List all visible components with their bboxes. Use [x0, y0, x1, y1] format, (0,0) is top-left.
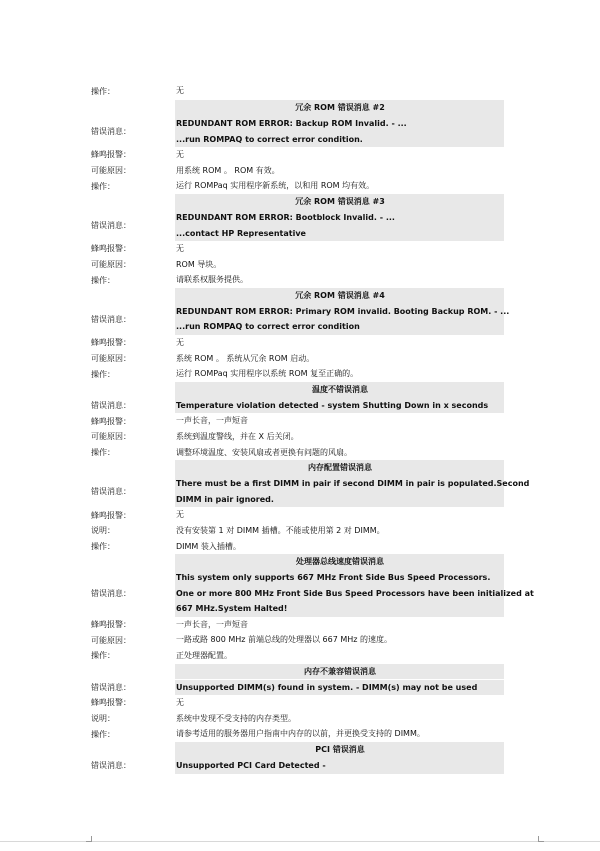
row-label: 操作： [91, 86, 115, 96]
row-value [175, 617, 504, 633]
table-row [90, 758, 504, 774]
value-line: 系统到温度警线，并在 X 后关闭。 [176, 431, 299, 441]
value-line: 调整环境温度、安装风扇或者更换有问题的风扇。 [176, 447, 352, 457]
value-line: 无 [176, 698, 184, 708]
table-row [90, 476, 530, 507]
error-message-value [175, 570, 534, 617]
error-message-table [90, 82, 534, 774]
error-message-value [175, 680, 504, 696]
table-row [90, 632, 504, 648]
row-label: 错误消息： [91, 682, 131, 692]
row-value [175, 632, 504, 648]
row-value [175, 726, 504, 742]
value-line: ...run ROMPAQ to correct error condition [176, 322, 360, 332]
section-title: PCI 错误消息 [175, 742, 504, 758]
row-label: 错误消息： [91, 401, 131, 411]
table-row [90, 680, 504, 696]
section-header-row [90, 194, 504, 210]
section-header-row [90, 460, 504, 476]
section-title: 处理器总线速度错误消息 [175, 554, 504, 570]
row-label: 蜂鸣报警： [91, 338, 131, 348]
table-row [90, 241, 504, 257]
row-label: 蜂鸣报警： [91, 510, 131, 520]
table-row [90, 429, 504, 445]
row-label: 操作： [91, 447, 115, 457]
value-line: This system only supports 667 MHz Front Side Bus Speed Processors. [176, 573, 491, 583]
row-label: 可能原因： [91, 166, 131, 176]
value-line: 系统 ROM 。 系统从冗余 ROM 启动。 [176, 353, 315, 363]
row-label: 操作： [91, 181, 115, 191]
table-row [90, 507, 504, 523]
row-label: 可能原因： [91, 259, 131, 269]
value-line: REDUNDANT ROM ERROR: Backup ROM Invalid. - ... [176, 118, 407, 128]
crop-mark-left [86, 836, 92, 842]
value-line: 无 [176, 86, 184, 96]
row-label: 可能原因： [91, 432, 131, 442]
row-value [175, 241, 504, 257]
table-row [90, 445, 504, 461]
error-message-value [175, 398, 504, 414]
error-message-value [175, 116, 504, 147]
section-title: 内存不兼容错误消息 [175, 664, 504, 680]
header-spacer [90, 288, 175, 304]
value-line: ...contact HP Representative [176, 228, 306, 238]
row-value [175, 82, 504, 100]
row-value [175, 335, 504, 351]
value-line: DIMM 装入插槽。 [176, 541, 241, 551]
section-title: 冗余 ROM 错误消息 #2 [175, 100, 504, 116]
header-spacer [90, 742, 175, 758]
table-row [90, 257, 504, 273]
row-value [175, 351, 504, 367]
header-spacer [90, 664, 175, 680]
row-label: 操作： [91, 651, 115, 661]
row-label: 操作： [91, 275, 115, 285]
row-label: 说明： [91, 526, 115, 536]
table-row [90, 617, 504, 633]
row-value [175, 366, 504, 382]
value-line: There must be a first DIMM in pair if second DIMM in pair is populated.Second [176, 479, 530, 489]
value-line: ROM 导块。 [176, 259, 222, 269]
sections-container [90, 100, 534, 774]
row-label: 错误消息： [91, 127, 131, 137]
table-row [90, 648, 504, 664]
section-header-row [90, 382, 504, 398]
table-row [90, 539, 504, 555]
value-line: 运行 ROMPaq 实用程序以系统 ROM 复至正确的。 [176, 369, 359, 379]
row-value [175, 523, 504, 539]
row-label: 蜂鸣报警： [91, 244, 131, 254]
section-header-row [90, 742, 504, 758]
value-line: 正处理器配置。 [176, 651, 232, 661]
table-row [90, 82, 504, 100]
row-value [175, 163, 504, 179]
header-spacer [90, 100, 175, 116]
row-label: 说明： [91, 714, 115, 724]
row-value [175, 257, 504, 273]
value-line: 没有安装第 1 对 DIMM 插槽。不能或使用第 2 对 DIMM。 [176, 525, 385, 535]
value-line: 无 [176, 338, 184, 348]
table-row [90, 210, 504, 241]
header-spacer [90, 194, 175, 210]
row-value [175, 147, 504, 163]
row-value [175, 445, 504, 461]
row-value [175, 539, 504, 555]
value-line: ...run ROMPAQ to correct error condition. [176, 134, 363, 144]
value-line: 运行 ROMPaq 实用程序新系统，以和用 ROM 均有效。 [176, 181, 375, 191]
row-value [175, 695, 504, 711]
value-line: 系统中发现不受支持的内存类型。 [176, 713, 296, 723]
row-label: 蜂鸣报警： [91, 150, 131, 160]
value-line: Unsupported DIMM(s) found in system. - DIMM(s) may not be used [176, 682, 478, 692]
error-message-value [175, 476, 530, 507]
crop-mark-right [538, 836, 544, 842]
section-title: 温度不错误消息 [175, 382, 504, 398]
header-spacer [90, 382, 175, 398]
row-label: 蜂鸣报警： [91, 620, 131, 630]
row-label: 错误消息： [91, 487, 131, 497]
value-line: 无 [176, 150, 184, 160]
table-row [90, 523, 504, 539]
value-line: Unsupported PCI Card Detected - [176, 760, 326, 770]
value-line: Temperature violation detected - system Shutting Down in x seconds [176, 400, 489, 410]
row-value [175, 507, 504, 523]
table-row [90, 178, 504, 194]
row-value [175, 711, 504, 727]
table-row [90, 570, 534, 617]
row-label: 蜂鸣报警： [91, 698, 131, 708]
table-row [90, 335, 504, 351]
section-header-row [90, 664, 504, 680]
value-line: 请参考适用的服务器用户指南中内存的以前，并更换受支持的 DIMM。 [176, 729, 425, 739]
value-line: REDUNDANT ROM ERROR: Primary ROM invalid. Booting Backup ROM. - ... [176, 306, 510, 316]
section-title: 冗余 ROM 错误消息 #4 [175, 288, 504, 304]
row-label: 错误消息： [91, 761, 131, 771]
table-row [90, 163, 504, 179]
value-line: 请联系权服务提供。 [176, 275, 248, 285]
row-label: 蜂鸣报警： [91, 416, 131, 426]
row-label: 操作： [91, 369, 115, 379]
error-message-value [175, 210, 504, 241]
row-label: 可能原因： [91, 635, 131, 645]
table-row [90, 726, 504, 742]
header-spacer [90, 460, 175, 476]
value-line: DIMM in pair ignored. [176, 494, 274, 504]
section-title: 内存配置错误消息 [175, 460, 504, 476]
row-label: 错误消息： [91, 314, 131, 324]
value-line: One or more 800 MHz Front Side Bus Speed Processors have been initialized at [176, 588, 534, 598]
table-row [90, 116, 504, 147]
section-header-row [90, 288, 504, 304]
table-row [90, 147, 504, 163]
table-row [90, 366, 504, 382]
row-value [175, 648, 504, 664]
table-row [90, 711, 504, 727]
row-value [175, 178, 504, 194]
row-value [175, 429, 504, 445]
section-title: 冗余 ROM 错误消息 #3 [175, 194, 504, 210]
table-row [90, 695, 504, 711]
value-line: 667 MHz.System Halted! [176, 604, 288, 614]
header-spacer [90, 554, 175, 570]
value-line: 一路或路 800 MHz 前端总线的处理器以 667 MHz 的速度。 [176, 635, 393, 645]
value-line: REDUNDANT ROM ERROR: Bootblock Invalid. - ... [176, 212, 395, 222]
row-label: 操作： [91, 541, 115, 551]
value-line: 一声长音，一声短音 [176, 416, 248, 426]
value-line: 无 [176, 244, 184, 254]
table-row [90, 304, 510, 335]
value-line: 无 [176, 510, 184, 520]
error-message-value [175, 758, 504, 774]
value-line: 用系统 ROM 。 ROM 有效。 [176, 165, 280, 175]
row-label: 错误消息： [91, 588, 131, 598]
error-message-value [175, 304, 510, 335]
section-header-row [90, 100, 504, 116]
section-header-row [90, 554, 504, 570]
row-label: 错误消息： [91, 221, 131, 230]
table-row [90, 413, 504, 429]
row-label: 可能原因： [91, 353, 131, 363]
value-line: 一声长音，一声短音 [176, 619, 248, 629]
row-label: 操作： [91, 729, 115, 739]
row-value [175, 272, 504, 288]
row-value [175, 413, 504, 429]
table-row [90, 351, 504, 367]
table-row [90, 398, 504, 414]
table-row [90, 272, 504, 288]
